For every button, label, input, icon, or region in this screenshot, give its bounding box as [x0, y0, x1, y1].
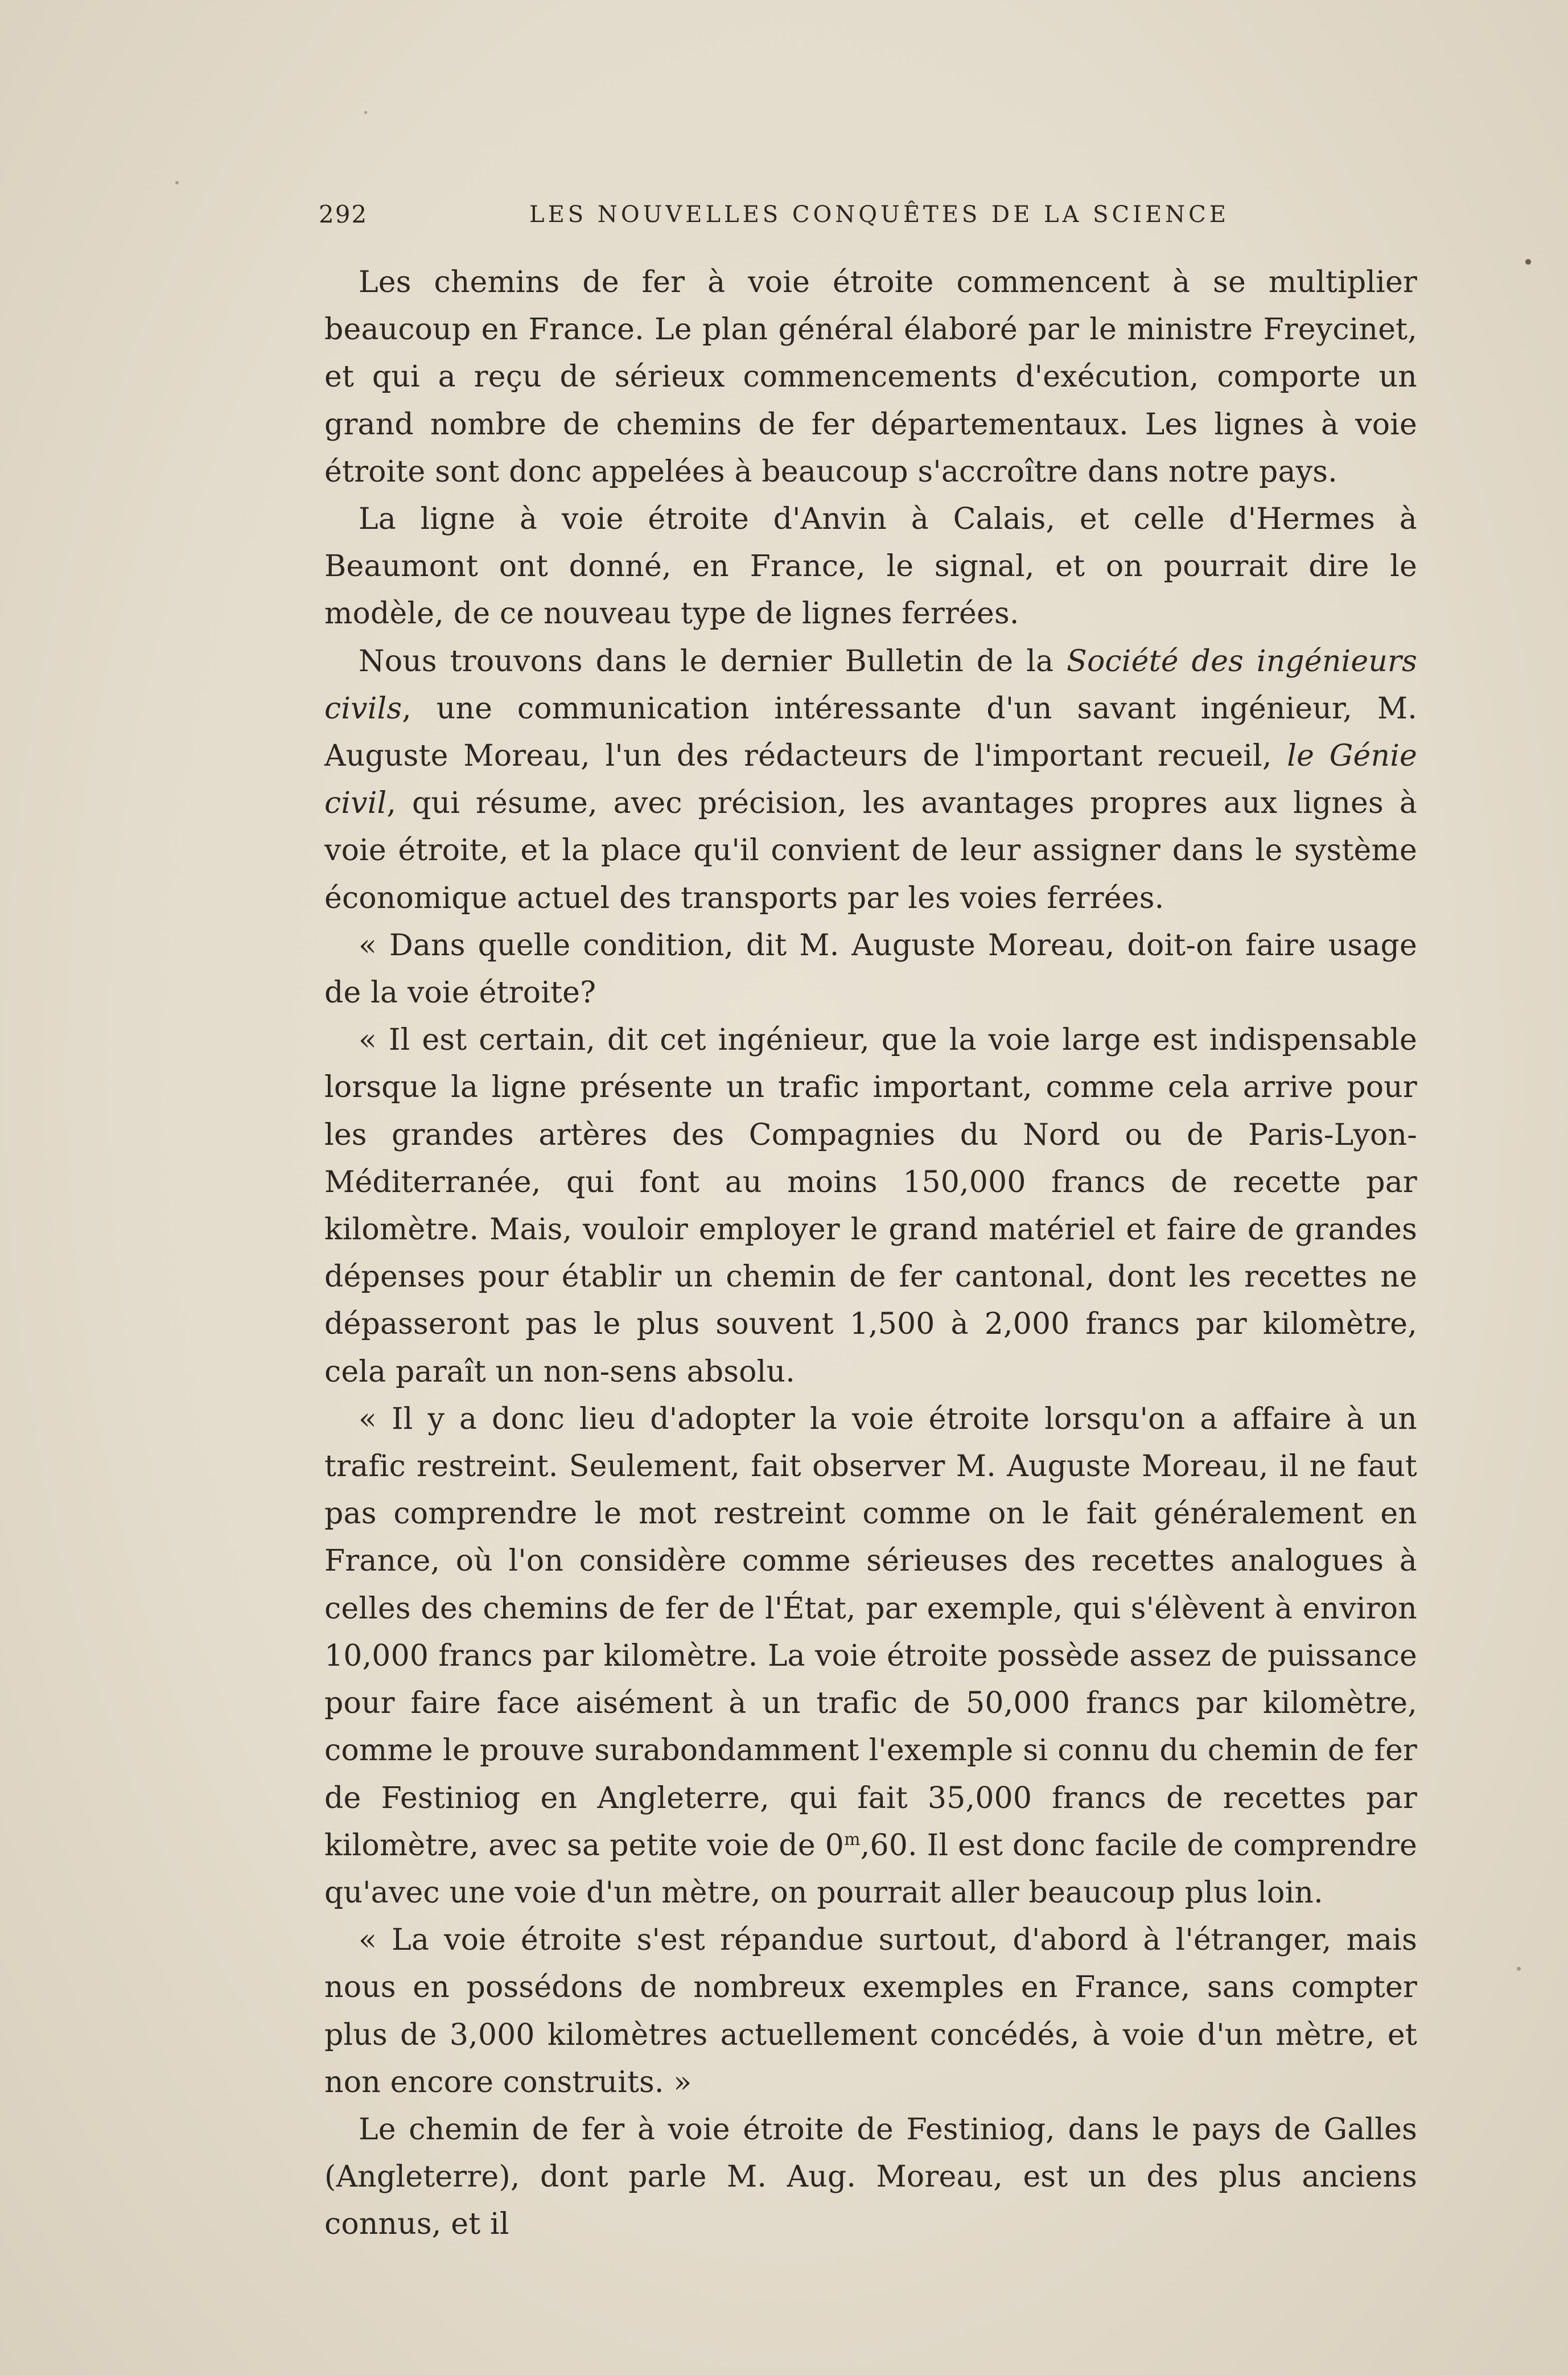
paper-speck: [364, 111, 367, 114]
paragraph-6-part-2: ,60. Il est donc facile de comprendre qu'avec une voie d'un mètre, on pourrait aller beaucoup plus loin.: [324, 1828, 1417, 1910]
running-title: LES NOUVELLES CONQUÊTES DE LA SCIENCE: [529, 202, 1229, 228]
paragraph-4: « Dans quelle condition, dit M. Auguste Moreau, doit-on faire usage de la voie étroite?: [324, 928, 1417, 1010]
paragraph-6-part-1: « Il y a donc lieu d'adopter la voie étroite lorsqu'on a affaire à un trafic restreint. Seulement, fait observer M. Auguste Moreau, il ne faut pas comprendre le mot restreint comme on le fait généralement en France, où l'on considère comme sérieuses des recettes analogues à celles des chemins de fer de l'État, par exemple, qui s'élèvent à environ 10,000 francs par kilomètre. La voie étroite possède assez de puissance pour faire face aisément à un trafic de 50,000 francs par kilomètre, comme le prouve surabondamment l'exemple si connu du chemin de fer de Festiniog en Angleterre, qui fait 35,000 francs de recettes par kilomètre, avec sa petite voie de 0: [324, 1402, 1417, 1863]
paragraph-7: « La voie étroite s'est répandue surtout, d'abord à l'étranger, mais nous en possédons de nombreux exemples en France, sans compter plus de 3,000 kilomètres actuellement concédés, à voie d'un mètre, et non encore construits. »: [324, 1923, 1417, 2099]
paragraph-3-part-3: , qui résume, avec précision, les avantages propres aux lignes à voie étroite, et la place qu'il convient de leur assigner dans le système économique actuel des transports par les voies ferrées.: [324, 786, 1417, 915]
paper-speck: [1517, 1967, 1521, 1971]
paragraph-3-part-1: Nous trouvons dans le dernier Bulletin de la: [359, 644, 1067, 679]
paragraph-5: « Il est certain, dit cet ingénieur, que la voie large est indispensable lorsque la ligne présente un trafic important, comme cela arrive pour les grandes artères des Compagnies du Nord ou de Paris-Lyon-Méditerranée, qui font au moins 150,000 francs de recette par kilomètre. Mais, vouloir employer le grand matériel et faire de grandes dépenses pour établir un chemin de fer cantonal, dont les recettes ne dépasseront pas le plus souvent 1,500 à 2,000 francs par kilomètre, cela paraît un non-sens absolu.: [324, 1023, 1417, 1389]
page-number: 292: [319, 200, 368, 228]
paragraph-6: [324, 1396, 1417, 1917]
paragraph-3: [324, 638, 1417, 922]
paper-speck: [175, 181, 179, 184]
metre-superscript: m: [844, 1829, 861, 1850]
body-text: [324, 259, 1417, 2249]
paragraph-1: Les chemins de fer à voie étroite commencent à se multiplier beaucoup en France. Le plan général élaboré par le ministre Freycinet, et qui a reçu de sérieux commencements d'exécution, comporte un grand nombre de chemins de fer départementaux. Les lignes à voie étroite sont donc appelées à beaucoup s'accroître dans notre pays.: [324, 265, 1417, 489]
italic-journal-name: le Génie civil: [324, 739, 1417, 821]
paragraph-3-part-2: , une communication intéressante d'un savant ingénieur, M. Auguste Moreau, l'un des rédacteurs de l'important recueil,: [324, 691, 1417, 774]
paragraph-2: La ligne à voie étroite d'Anvin à Calais, et celle d'Hermes à Beaumont ont donné, en France, le signal, et on pourrait dire le modèle, de ce nouveau type de lignes ferrées.: [324, 502, 1417, 631]
paper-speck: [1525, 259, 1531, 265]
page-header: [319, 200, 1434, 235]
italic-society-name: Société des ingénieurs civils: [324, 644, 1417, 726]
paragraph-8: Le chemin de fer à voie étroite de Festiniog, dans le pays de Galles (Angleterre), dont parle M. Aug. Moreau, est un des plus anciens connus, et il: [324, 2112, 1417, 2242]
